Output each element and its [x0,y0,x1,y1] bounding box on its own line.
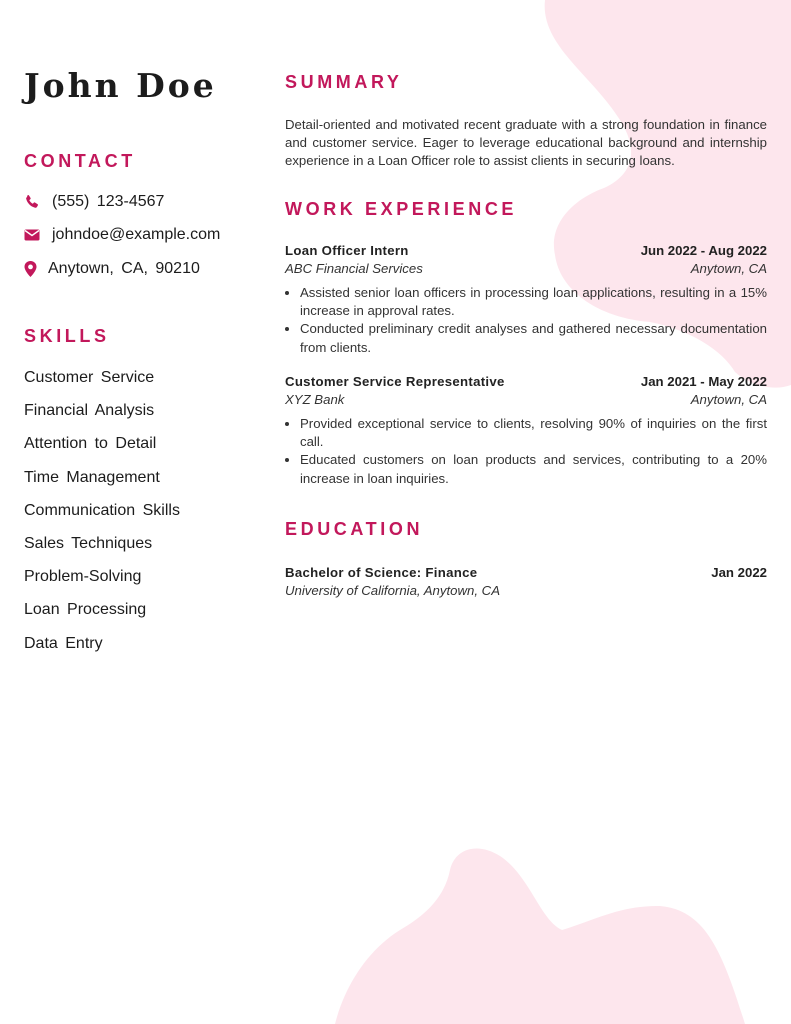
school: University of California, Anytown, CA [285,583,500,598]
job-location: Anytown, CA [690,392,767,407]
job-bullet: • Assisted senior loan officers in processing loan applications, resulting in a 15% increase in approval rates. [300,284,767,320]
job-bullet: • Conducted preliminary credit analyses and gathered necessary documentation from clients. [300,320,767,356]
contact-location [24,260,200,278]
candidate-name: John Doe [24,66,217,105]
skill-item: Problem-Solving [24,568,142,586]
job-entry [285,373,767,488]
contact-heading: CONTACT [24,151,136,171]
job-dates: Jan 2021 - May 2022 [640,374,767,389]
job-company: XYZ Bank [285,392,345,407]
work-experience-heading: WORK EXPERIENCE [285,199,518,219]
job-bullets [285,415,767,488]
skill-item: Communication Skills [24,501,180,519]
location-text: Anytown, CA, 90210 [48,260,200,277]
job-bullets [285,284,767,357]
email-text: johndoe@example.com [52,226,221,243]
job-entry [285,242,767,357]
degree: Bachelor of Science: Finance [285,565,478,580]
job-bullet: • Provided exceptional service to clients, resolving 90% of inquiries on the first call. [300,415,767,451]
graduation-date: Jan 2022 [711,565,767,580]
job-dates: Jun 2022 - Aug 2022 [640,243,767,258]
envelope-icon [24,227,40,243]
skills-list [24,368,180,667]
map-pin-icon [24,261,37,277]
job-company: ABC Financial Services [285,261,423,276]
summary-text: Detail-oriented and motivated recent graduate with a strong foundation in finance and customer service. Eager to leverage educational background and internship experience in a Loan Officer role to assist clients in securing loans. [285,117,767,169]
phone-icon [24,194,40,210]
skill-item: Data Entry [24,634,103,652]
skill-item: Sales Techniques [24,534,153,552]
job-bullet: • Educated customers on loan products and services, contributing to a 20% increase in loan inquiries. [300,451,767,487]
job-title: Loan Officer Intern [285,243,409,258]
skill-item: Financial Analysis [24,402,155,420]
skill-item: Attention to Detail [24,435,157,453]
skill-item: Customer Service [24,369,155,386]
skill-item: Time Management [24,468,160,486]
contact-phone [24,193,164,211]
skill-item: Loan Processing [24,601,147,619]
education-entry [285,564,767,600]
education-heading: EDUCATION [285,519,424,539]
contact-email [24,226,220,244]
summary-heading: SUMMARY [285,72,403,92]
job-location: Anytown, CA [690,261,767,276]
skills-heading: SKILLS [24,326,110,346]
job-title: Customer Service Representative [285,374,505,389]
phone-text: (555) 123-4567 [52,193,165,210]
